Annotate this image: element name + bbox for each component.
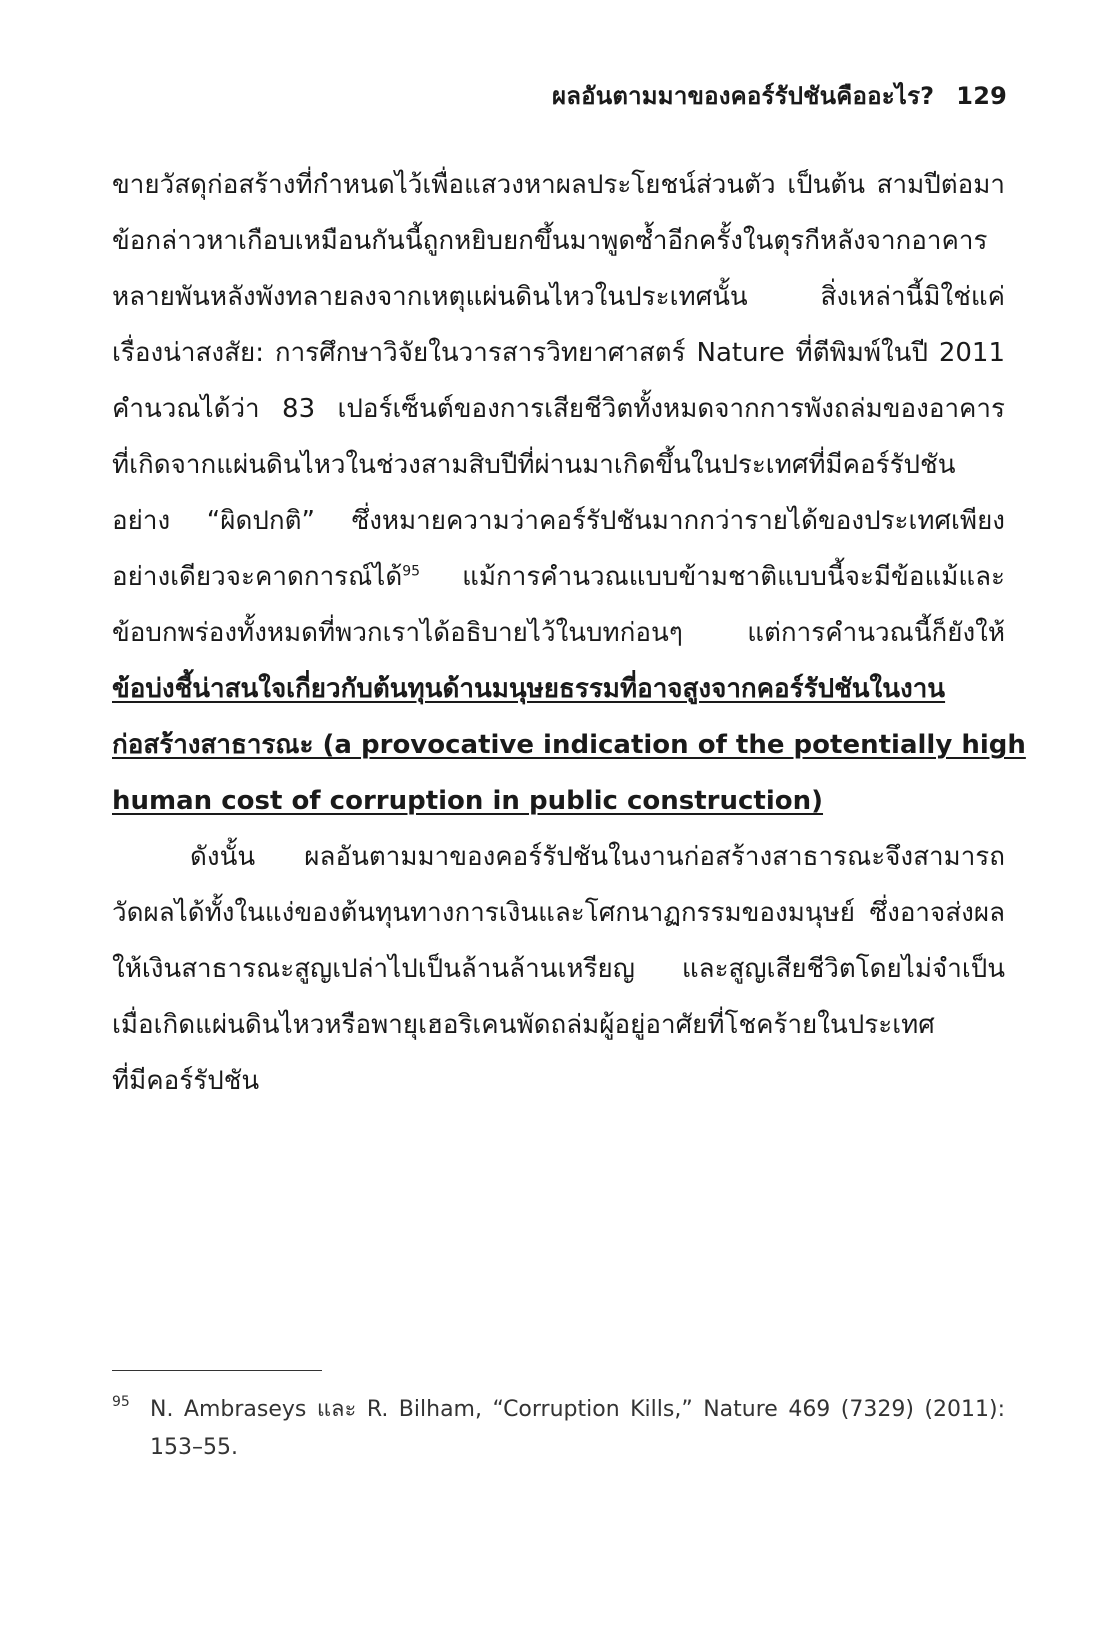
body-line: ข้อกล่าวหาเกือบเหมือนกันนี้ถูกหยิบยกขึ้นมาพูดซ้ำอีกครั้งในตุรกีหลังจากอาคาร bbox=[112, 226, 988, 256]
page-number: 129 bbox=[956, 82, 1007, 110]
body-line bbox=[112, 560, 1005, 594]
body-line: เมื่อเกิดแผ่นดินไหวหรือพายุเฮอริเคนพัดถล่มผู้อยู่อาศัยที่โชคร้ายในประเทศ bbox=[112, 1010, 935, 1040]
running-header bbox=[552, 76, 1007, 115]
emphasis-line: ก่อสร้างสาธารณะ (a provocative indication of the potentially high bbox=[112, 730, 1026, 760]
body-line: เรื่องน่าสงสัย: การศึกษาวิจัยในวารสารวิทยาศาสตร์ Nature ที่ตีพิมพ์ในปี 2011 bbox=[112, 338, 1005, 368]
footnote-number: 95 bbox=[112, 1394, 130, 1410]
footnote-text: 153–55. bbox=[150, 1435, 238, 1460]
body-line: หลายพันหลังพังทลายลงจากเหตุแผ่นดินไหวในประเทศนั้น สิ่งเหล่านี้มิใช่แค่ bbox=[112, 282, 1005, 312]
footnote-divider bbox=[112, 1370, 322, 1371]
body-line: ดังนั้น ผลอันตามมาของคอร์รัปชันในงานก่อสร้างสาธารณะจึงสามารถ bbox=[190, 842, 1005, 872]
body-line: ที่เกิดจากแผ่นดินไหวในช่วงสามสิบปีที่ผ่านมาเกิดขึ้นในประเทศที่มีคอร์รัปชัน bbox=[112, 450, 956, 480]
emphasis-line: ข้อบ่งชี้น่าสนใจเกี่ยวกับต้นทุนด้านมนุษยธรรมที่อาจสูงจากคอร์รัปชันในงาน bbox=[112, 674, 946, 704]
body-line: วัดผลได้ทั้งในแง่ของต้นทุนทางการเงินและโศกนาฏกรรมของมนุษย์ ซึ่งอาจส่งผล bbox=[112, 898, 1005, 928]
chapter-title: ผลอันตามมาของคอร์รัปชันคืออะไร? bbox=[551, 82, 935, 110]
body-line: ให้เงินสาธารณะสูญเปล่าไปเป็นล้านล้านเหรียญ และสูญเสียชีวิตโดยไม่จำเป็น bbox=[112, 954, 1005, 984]
body-line: ข้อบกพร่องทั้งหมดที่พวกเราได้อธิบายไว้ในบทก่อนๆ แต่การคำนวณนี้ก็ยังให้ bbox=[112, 618, 1005, 648]
body-line: คำนวณได้ว่า 83 เปอร์เซ็นต์ของการเสียชีวิตทั้งหมดจากการพังถล่มของอาคาร bbox=[112, 394, 1005, 424]
footnote-text: N. Ambraseys และ R. Bilham, “Corruption Kills,” Nature 469 (7329) (2011): bbox=[150, 1397, 1005, 1422]
body-line: ที่มีคอร์รัปชัน bbox=[112, 1066, 260, 1096]
body-line: ขายวัสดุก่อสร้างที่กำหนดไว้เพื่อแสวงหาผลประโยชน์ส่วนตัว เป็นต้น สามปีต่อมา bbox=[112, 170, 1005, 200]
body-line: อย่าง “ผิดปกติ” ซึ่งหมายความว่าคอร์รัปชันมากกว่ารายได้ของประเทศเพียง bbox=[112, 506, 1005, 536]
body-text: อย่างเดียวจะคาดการณ์ได้ bbox=[112, 562, 403, 592]
emphasis-line: human cost of corruption in public construction) bbox=[112, 786, 824, 816]
body-text: แม้การคำนวณแบบข้ามชาติแบบนี้จะมีข้อแม้และ bbox=[420, 562, 1005, 592]
footnote-reference[interactable]: 95 bbox=[402, 563, 421, 580]
